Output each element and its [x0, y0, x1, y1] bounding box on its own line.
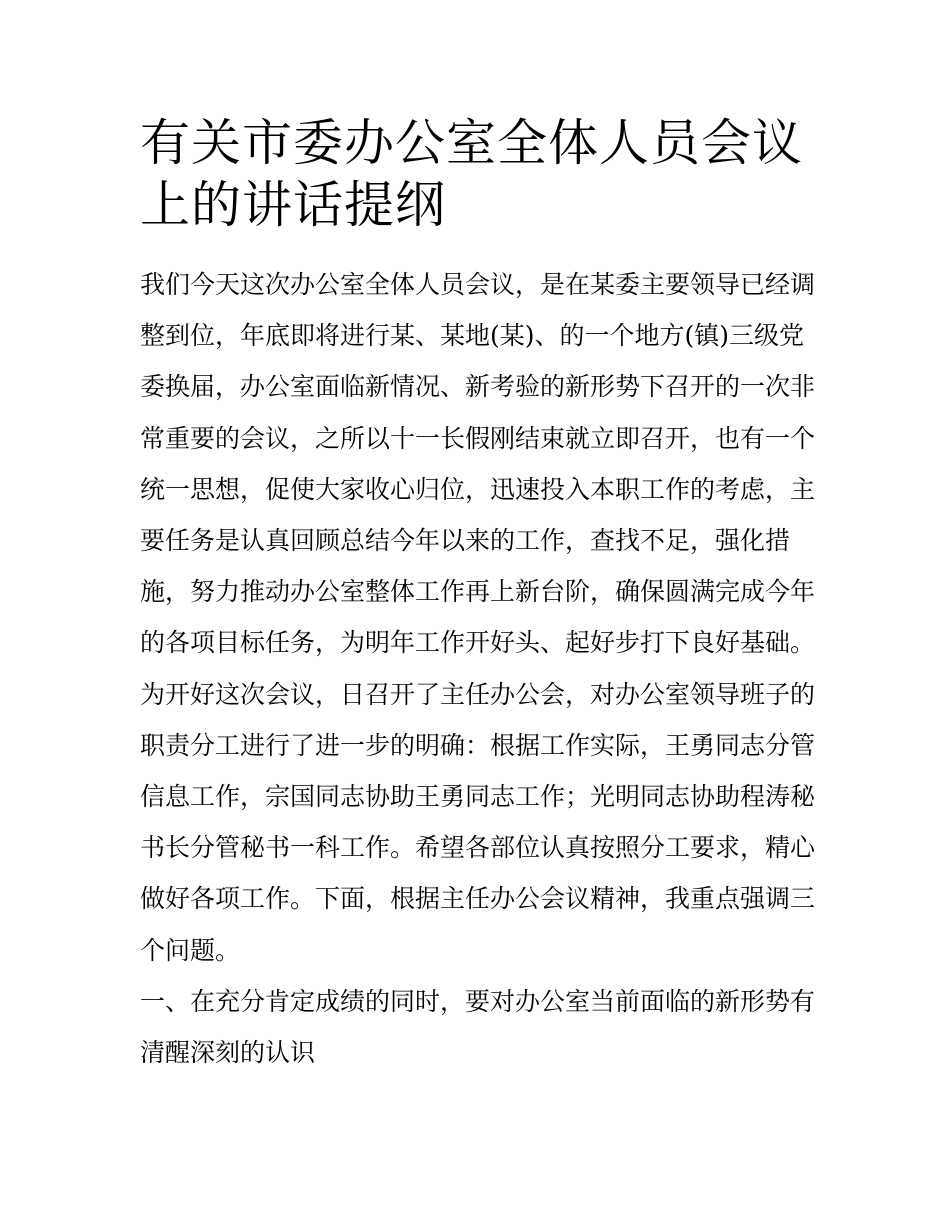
body-line: 做好各项工作。下面，根据主任办公会议精神，我重点强调三: [140, 884, 816, 914]
title-line: 上的讲话提纲: [140, 176, 446, 234]
title-line: 有关市委办公室全体人员会议: [140, 114, 803, 172]
body-line: 统一思想，促使大家收心归位，迅速投入本职工作的考虑，主: [140, 474, 816, 504]
body-line: 委换届，办公室面临新情况、新考验的新形势下召开的一次非: [140, 372, 816, 402]
section-heading-line: 一、在充分肯定成绩的同时，要对办公室当前面临的新形势有: [140, 986, 816, 1016]
body-line: 整到位，年底即将进行某、某地(某)、的一个地方(镇)三级党: [140, 321, 805, 351]
body-line: 常重要的会议，之所以十一长假刚结束就立即召开，也有一个: [140, 423, 816, 453]
body-line: 的各项目标任务，为明年工作开好头、起好步打下良好基础。: [140, 628, 816, 658]
document-page: [140, 112, 814, 1078]
body-line: 职责分工进行了进一步的明确：根据工作实际，王勇同志分管: [140, 730, 816, 760]
document-body: [140, 259, 814, 1078]
body-line: 我们今天这次办公室全体人员会议，是在某委主要领导已经调: [140, 270, 816, 299]
body-line: 信息工作，宗国同志协助王勇同志工作；光明同志协助程涛秘: [140, 782, 816, 812]
body-line: 施，努力推动办公室整体工作再上新台阶，确保圆满完成今年: [140, 577, 816, 607]
body-line: 个问题。: [140, 935, 241, 965]
document-title: [140, 112, 814, 236]
section-heading-line: 清醒深刻的认识: [140, 1038, 316, 1068]
body-line: 要任务是认真回顾总结今年以来的工作，查找不足，强化措: [140, 526, 791, 556]
body-line: 为开好这次会议，日召开了主任办公会，对办公室领导班子的: [140, 679, 816, 709]
body-line: 书长分管秘书一科工作。希望各部位认真按照分工要求，精心: [140, 833, 816, 863]
